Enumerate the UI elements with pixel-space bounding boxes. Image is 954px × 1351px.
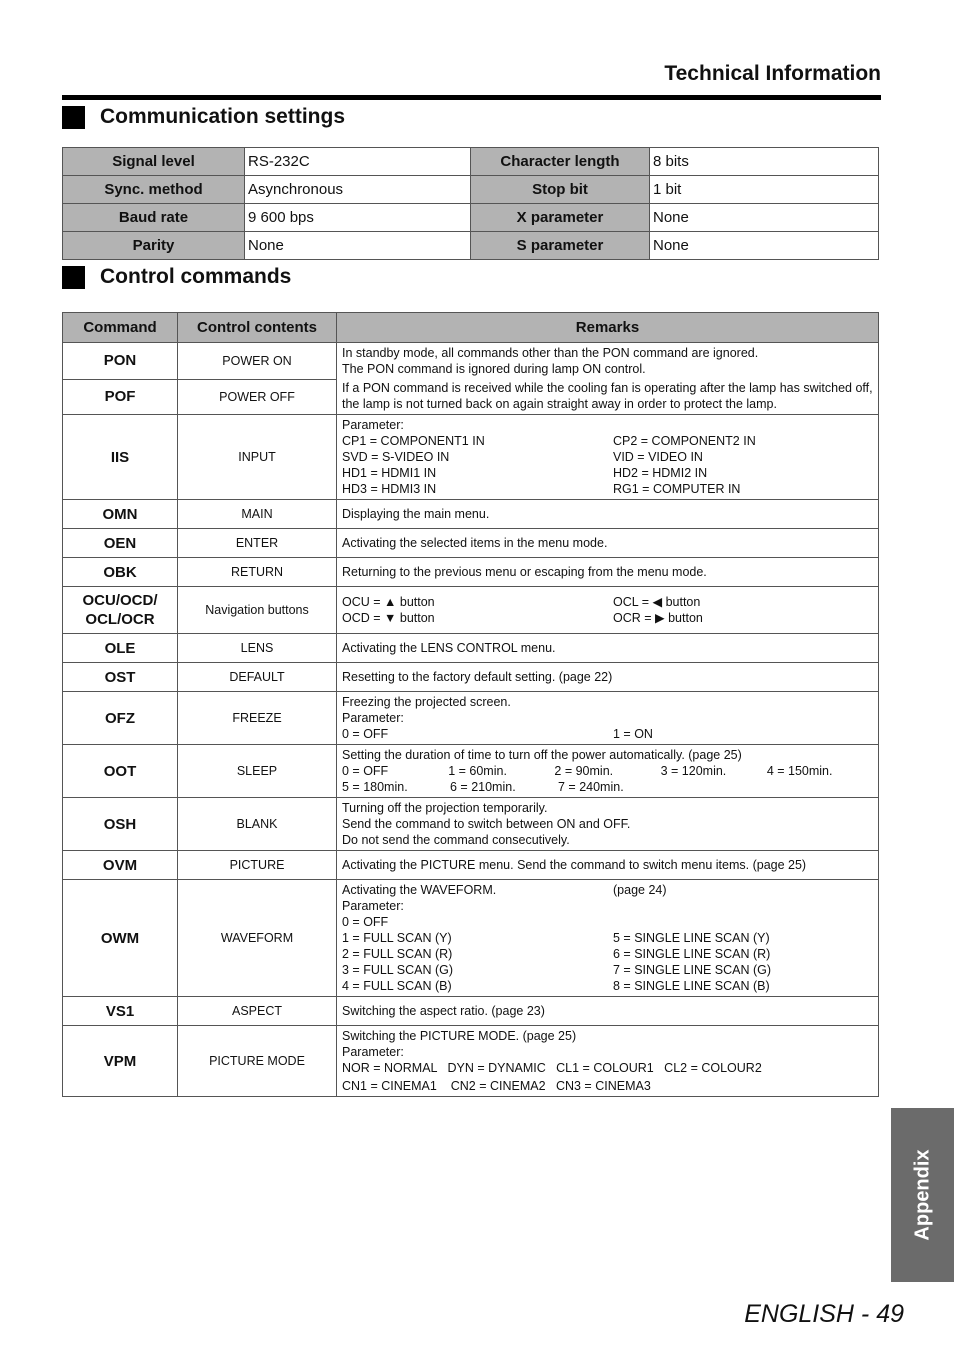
remark-row: [342, 763, 873, 779]
command-content: BLANK: [178, 798, 337, 851]
command-remarks: [337, 880, 879, 997]
table-row: [63, 529, 879, 558]
comm-value: RS-232C: [245, 148, 471, 176]
remark-cell: RG1 = COMPUTER IN: [613, 482, 741, 496]
comm-value: None: [245, 232, 471, 260]
section-title-text: Communication settings: [100, 105, 346, 128]
remark-cell: 8 = SINGLE LINE SCAN (B): [613, 979, 770, 993]
remark-line: 0 = OFF: [342, 915, 389, 929]
command-code: VPM: [63, 1026, 178, 1097]
table-row: [63, 415, 879, 500]
comm-label: Stop bit: [471, 176, 650, 204]
appendix-tab-label: Appendix: [911, 1149, 933, 1241]
appendix-tab[interactable]: [891, 1108, 954, 1282]
table-row: [63, 997, 879, 1026]
command-content: POWER OFF: [178, 379, 337, 415]
remark-cell: 6 = 210min.: [450, 780, 516, 794]
command-content: WAVEFORM: [178, 880, 337, 997]
remark-pair: [342, 433, 873, 449]
remark-pair: [342, 610, 873, 626]
command-code: OBK: [63, 558, 178, 587]
comm-label: S parameter: [471, 232, 650, 260]
remark-cell: HD2 = HDMI2 IN: [613, 466, 708, 480]
command-remarks: Activating the LENS CONTROL menu.: [337, 634, 879, 663]
comm-label: Character length: [471, 148, 650, 176]
section-title-control: [62, 265, 291, 289]
command-content: ENTER: [178, 529, 337, 558]
table-row: [63, 232, 879, 260]
command-remarks: [337, 587, 879, 634]
remark-cell: 7 = SINGLE LINE SCAN (G): [613, 963, 772, 977]
remark-line: CN1 = CINEMA1 CN2 = CINEMA2 CN3 = CINEMA3: [342, 1079, 651, 1093]
command-code: VS1: [63, 997, 178, 1026]
command-code: OOT: [63, 745, 178, 798]
control-commands-table: [62, 312, 879, 1097]
remark-pair: [342, 594, 873, 610]
command-remarks: Activating the selected items in the menu mode.: [337, 529, 879, 558]
command-remarks: [337, 343, 879, 415]
remark-cell: Activating the WAVEFORM.: [342, 883, 497, 897]
remark-cell: 5 = SINGLE LINE SCAN (Y): [613, 931, 770, 945]
table-row: [63, 880, 879, 997]
remark-cell: 4 = FULL SCAN (B): [342, 979, 452, 993]
table-row: [63, 558, 879, 587]
table-row: [63, 798, 879, 851]
remark-line: Parameter:: [342, 418, 404, 432]
table-row: [63, 1026, 879, 1097]
remark-line: Parameter:: [342, 899, 404, 913]
remark-cell: 1 = 60min.: [448, 764, 507, 778]
remark-line: Parameter:: [342, 1045, 404, 1059]
remark-cell: 5 = 180min.: [342, 780, 408, 794]
table-row: [63, 634, 879, 663]
command-remarks: Activating the PICTURE menu. Send the command to switch menu items. (page 25): [337, 851, 879, 880]
table-row: [63, 692, 879, 745]
table-row: [63, 500, 879, 529]
command-content: PICTURE MODE: [178, 1026, 337, 1097]
command-code: OFZ: [63, 692, 178, 745]
remark-cell: 4 = 150min.: [766, 764, 833, 778]
remark-line: If a PON command is received while the cooling fan is operating after the lamp has switched off, the lamp is not turned back on again straight away in order to protect the lamp.: [342, 381, 873, 411]
command-remarks: [337, 1026, 879, 1097]
command-content: INPUT: [178, 415, 337, 500]
section-title-text: Control commands: [100, 265, 292, 288]
remark-cell: 7 = 240min.: [558, 780, 624, 794]
table-row: [63, 587, 879, 634]
col-header-command: Command: [63, 313, 178, 343]
remark-line: Do not send the command consecutively.: [342, 833, 570, 847]
table-row: [63, 343, 879, 380]
command-content: POWER ON: [178, 343, 337, 380]
command-content: Navigation buttons: [178, 587, 337, 634]
remark-pair: [342, 481, 873, 497]
remark-pair: [342, 962, 873, 978]
comm-label: Sync. method: [63, 176, 245, 204]
command-remarks: [337, 692, 879, 745]
remark-cell: OCD = ▼ button: [342, 611, 435, 625]
comm-value: None: [650, 232, 879, 260]
command-code: OEN: [63, 529, 178, 558]
remark-cell: HD1 = HDMI1 IN: [342, 466, 437, 480]
command-code: PON: [63, 343, 178, 380]
command-remarks: [337, 415, 879, 500]
remark-pair: [342, 449, 873, 465]
comm-label: Baud rate: [63, 204, 245, 232]
remark-cell: OCL = ◀ button: [613, 595, 701, 609]
command-content: ASPECT: [178, 997, 337, 1026]
table-row: [63, 176, 879, 204]
command-content: RETURN: [178, 558, 337, 587]
remark-cell: OCR = ▶ button: [613, 611, 703, 625]
remark-cell: OCU = ▲ button: [342, 595, 435, 609]
command-remarks: [337, 798, 879, 851]
comm-label: X parameter: [471, 204, 650, 232]
remark-cell: CP2 = COMPONENT2 IN: [613, 434, 756, 448]
remark-pair: [342, 726, 873, 742]
remark-line: The PON command is ignored during lamp ON control.: [342, 362, 646, 376]
remark-line: NOR = NORMAL DYN = DYNAMIC CL1 = COLOUR1 CL2 = COLOUR2: [342, 1061, 762, 1075]
page-header: Technical Information: [664, 62, 881, 85]
remark-cell: 1 = ON: [613, 727, 653, 741]
command-code: POF: [63, 379, 178, 415]
remark-cell: 1 = FULL SCAN (Y): [342, 931, 452, 945]
comm-value: None: [650, 204, 879, 232]
remark-cell: 2 = FULL SCAN (R): [342, 947, 453, 961]
command-content: DEFAULT: [178, 663, 337, 692]
command-remarks: [337, 745, 879, 798]
remark-line: Setting the duration of time to turn off the power automatically. (page 25): [342, 748, 742, 762]
comm-label: Signal level: [63, 148, 245, 176]
communication-settings-table: [62, 147, 879, 260]
command-content: MAIN: [178, 500, 337, 529]
remark-line: Send the command to switch between ON and OFF.: [342, 817, 631, 831]
remark-pair: [342, 882, 873, 898]
command-remarks: Switching the aspect ratio. (page 23): [337, 997, 879, 1026]
remark-cell: CP1 = COMPONENT1 IN: [342, 434, 485, 448]
command-content: LENS: [178, 634, 337, 663]
remark-line: Parameter:: [342, 711, 404, 725]
remark-pair: [342, 930, 873, 946]
remark-line: Freezing the projected screen.: [342, 695, 511, 709]
command-code: OVM: [63, 851, 178, 880]
section-title-communication: [62, 105, 345, 129]
command-code: OSH: [63, 798, 178, 851]
command-code: OMN: [63, 500, 178, 529]
comm-value: 8 bits: [650, 148, 879, 176]
table-row: [63, 204, 879, 232]
comm-value: 1 bit: [650, 176, 879, 204]
command-remarks: Resetting to the factory default setting. (page 22): [337, 663, 879, 692]
remark-cell: VID = VIDEO IN: [613, 450, 703, 464]
comm-label: Parity: [63, 232, 245, 260]
command-remarks: Returning to the previous menu or escaping from the menu mode.: [337, 558, 879, 587]
remark-cell: 2 = 90min.: [554, 764, 614, 778]
table-row: [63, 148, 879, 176]
remark-pair: [342, 978, 873, 994]
remark-cell: 0 = OFF: [342, 764, 389, 778]
remark-cell: 3 = FULL SCAN (G): [342, 963, 454, 977]
remark-cell: SVD = S-VIDEO IN: [342, 450, 450, 464]
command-content: SLEEP: [178, 745, 337, 798]
section-square-icon: [62, 106, 85, 129]
command-code: OLE: [63, 634, 178, 663]
header-rule: [62, 95, 881, 100]
remark-line: In standby mode, all commands other than the PON command are ignored.: [342, 346, 759, 360]
section-square-icon: [62, 266, 85, 289]
col-header-remarks: Remarks: [337, 313, 879, 343]
remark-cell: (page 24): [613, 883, 667, 897]
comm-value: Asynchronous: [245, 176, 471, 204]
remark-cell: 6 = SINGLE LINE SCAN (R): [613, 947, 771, 961]
command-content: FREEZE: [178, 692, 337, 745]
command-code: OST: [63, 663, 178, 692]
remark-row: [342, 779, 873, 795]
remark-cell: 3 = 120min.: [660, 764, 727, 778]
remark-line: Switching the PICTURE MODE. (page 25): [342, 1029, 577, 1043]
page-number: ENGLISH - 49: [744, 1300, 904, 1328]
command-code: OCU/OCD/ OCL/OCR: [63, 587, 178, 634]
remark-pair: [342, 946, 873, 962]
remark-pair: [342, 465, 873, 481]
table-row: [63, 851, 879, 880]
remark-cell: 0 = OFF: [342, 727, 389, 741]
remark-line: Turning off the projection temporarily.: [342, 801, 548, 815]
table-row: [63, 663, 879, 692]
table-header-row: [63, 313, 879, 343]
command-remarks: Displaying the main menu.: [337, 500, 879, 529]
command-code: IIS: [63, 415, 178, 500]
command-code: OWM: [63, 880, 178, 997]
command-content: PICTURE: [178, 851, 337, 880]
table-row: [63, 745, 879, 798]
remark-cell: HD3 = HDMI3 IN: [342, 482, 437, 496]
col-header-contents: Control contents: [178, 313, 337, 343]
comm-value: 9 600 bps: [245, 204, 471, 232]
